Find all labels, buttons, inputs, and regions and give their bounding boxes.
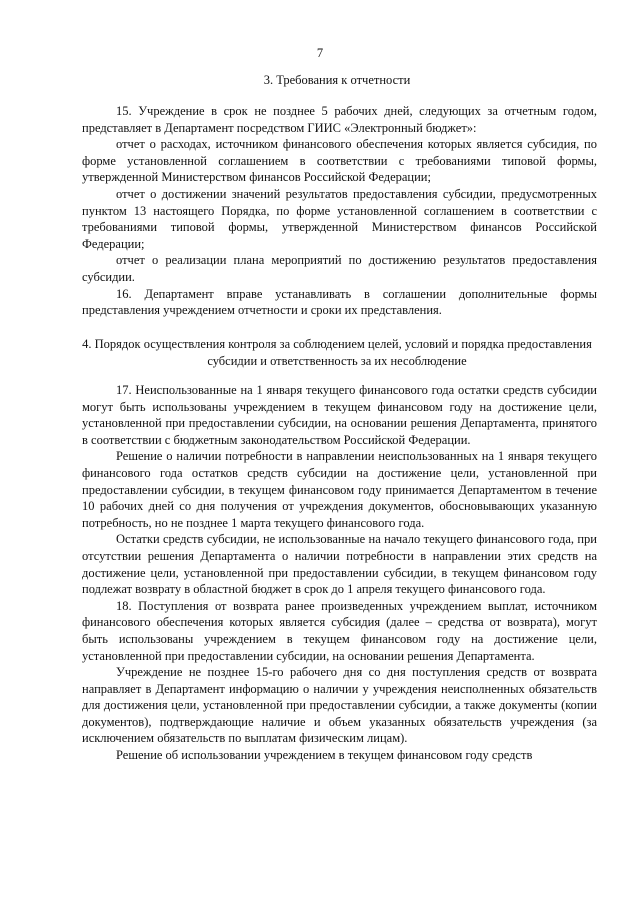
paragraph-15-expense-report: отчет о расходах, источником финансового обеспечения которых является субсидия, по форме установленной соглашением в соответствии с требованиями типовой формы, утвержденной Министерством финансов Российской Федерации; (82, 137, 597, 185)
paragraph-15-plan-report: отчет о реализации плана мероприятий по достижению результатов предоставления субсидии. (82, 253, 597, 284)
paragraph-18: 18. Поступления от возврата ранее произведенных учреждением выплат, источником финансового обеспечения которых является субсидия (далее – средства от возврата), могут быть использованы учреждением в текущем финансовом году на достижение цели, установленной при предоставлении субсидии, на основании решения Департамента. (82, 598, 597, 663)
section-4-heading: 4. Порядок осуществления контроля за соблюдением целей, условий и порядка предоставления субсидии и ответственность за их несоблюдение (82, 337, 592, 368)
section-4-body (82, 382, 597, 764)
paragraph-16: 16. Департамент вправе устанавливать в соглашении дополнительные формы представления учреждением отчетности и сроки их представления. (82, 286, 597, 318)
section-3-heading: 3. Требования к отчетности (263, 73, 411, 87)
paragraph-18-decision: Решение об использовании учреждением в текущем финансовом году средств (116, 748, 533, 763)
paragraph-17-remainders: Остатки средств субсидии, не использованные на начало текущего финансового года, при отсутствии решения Департамента о наличии потребности в направлении этих средств на достижение цели, установленной при предоставлении субсидии, в текущем финансовом году подлежат возврату в областной бюджет в срок до 1 апреля текущего финансового года. (82, 532, 597, 597)
page-number: 7 (316, 46, 324, 60)
paragraph-15: 15. Учреждение в срок не позднее 5 рабочих дней, следующих за отчетным годом, представляет в Департамент посредством ГИИС «Электронный бюджет»: (82, 104, 597, 135)
paragraph-17-decision: Решение о наличии потребности в направлении неиспользованных на 1 января текущего финансового года остатков средств субсидии на достижение цели, установленной при предоставлении субсидии, в текущем финансовом году принимается Департаментом в течение 10 рабочих дней со дня получения от учреждения документов, обосновывающих указанную потребность, но не позднее 1 марта текущего финансового года. (82, 449, 597, 530)
paragraph-17: 17. Неиспользованные на 1 января текущего финансового года остатки средств субсидии могут быть использованы учреждением в текущем финансовом году на достижение цели, установленной при предоставлении субсидии, на основании решения Департамента, принятого в соответствии с бюджетным законодательством Российской Федерации. (82, 383, 597, 447)
paragraph-18-information: Учреждение не позднее 15-го рабочего дня со дня поступления средств от возврата направляет в Департамент информацию о наличии у учреждения неисполненных обязательств для достижения цели, установленной при предоставлении субсидии, а также документы (копии документов), подтверждающие наличие и объем указанных обязательств учреждения (за исключением обязательств по выплатам физическим лицам). (82, 665, 597, 746)
paragraph-15-results-report: отчет о достижении значений результатов предоставления субсидии, предусмотренных пунктом 13 настоящего Порядка, по форме установленной соглашением в соответствии с требованиями типовой формы, утвержденной Министерством финансов Российской Федерации; (82, 186, 597, 251)
section-3-body (82, 103, 597, 319)
